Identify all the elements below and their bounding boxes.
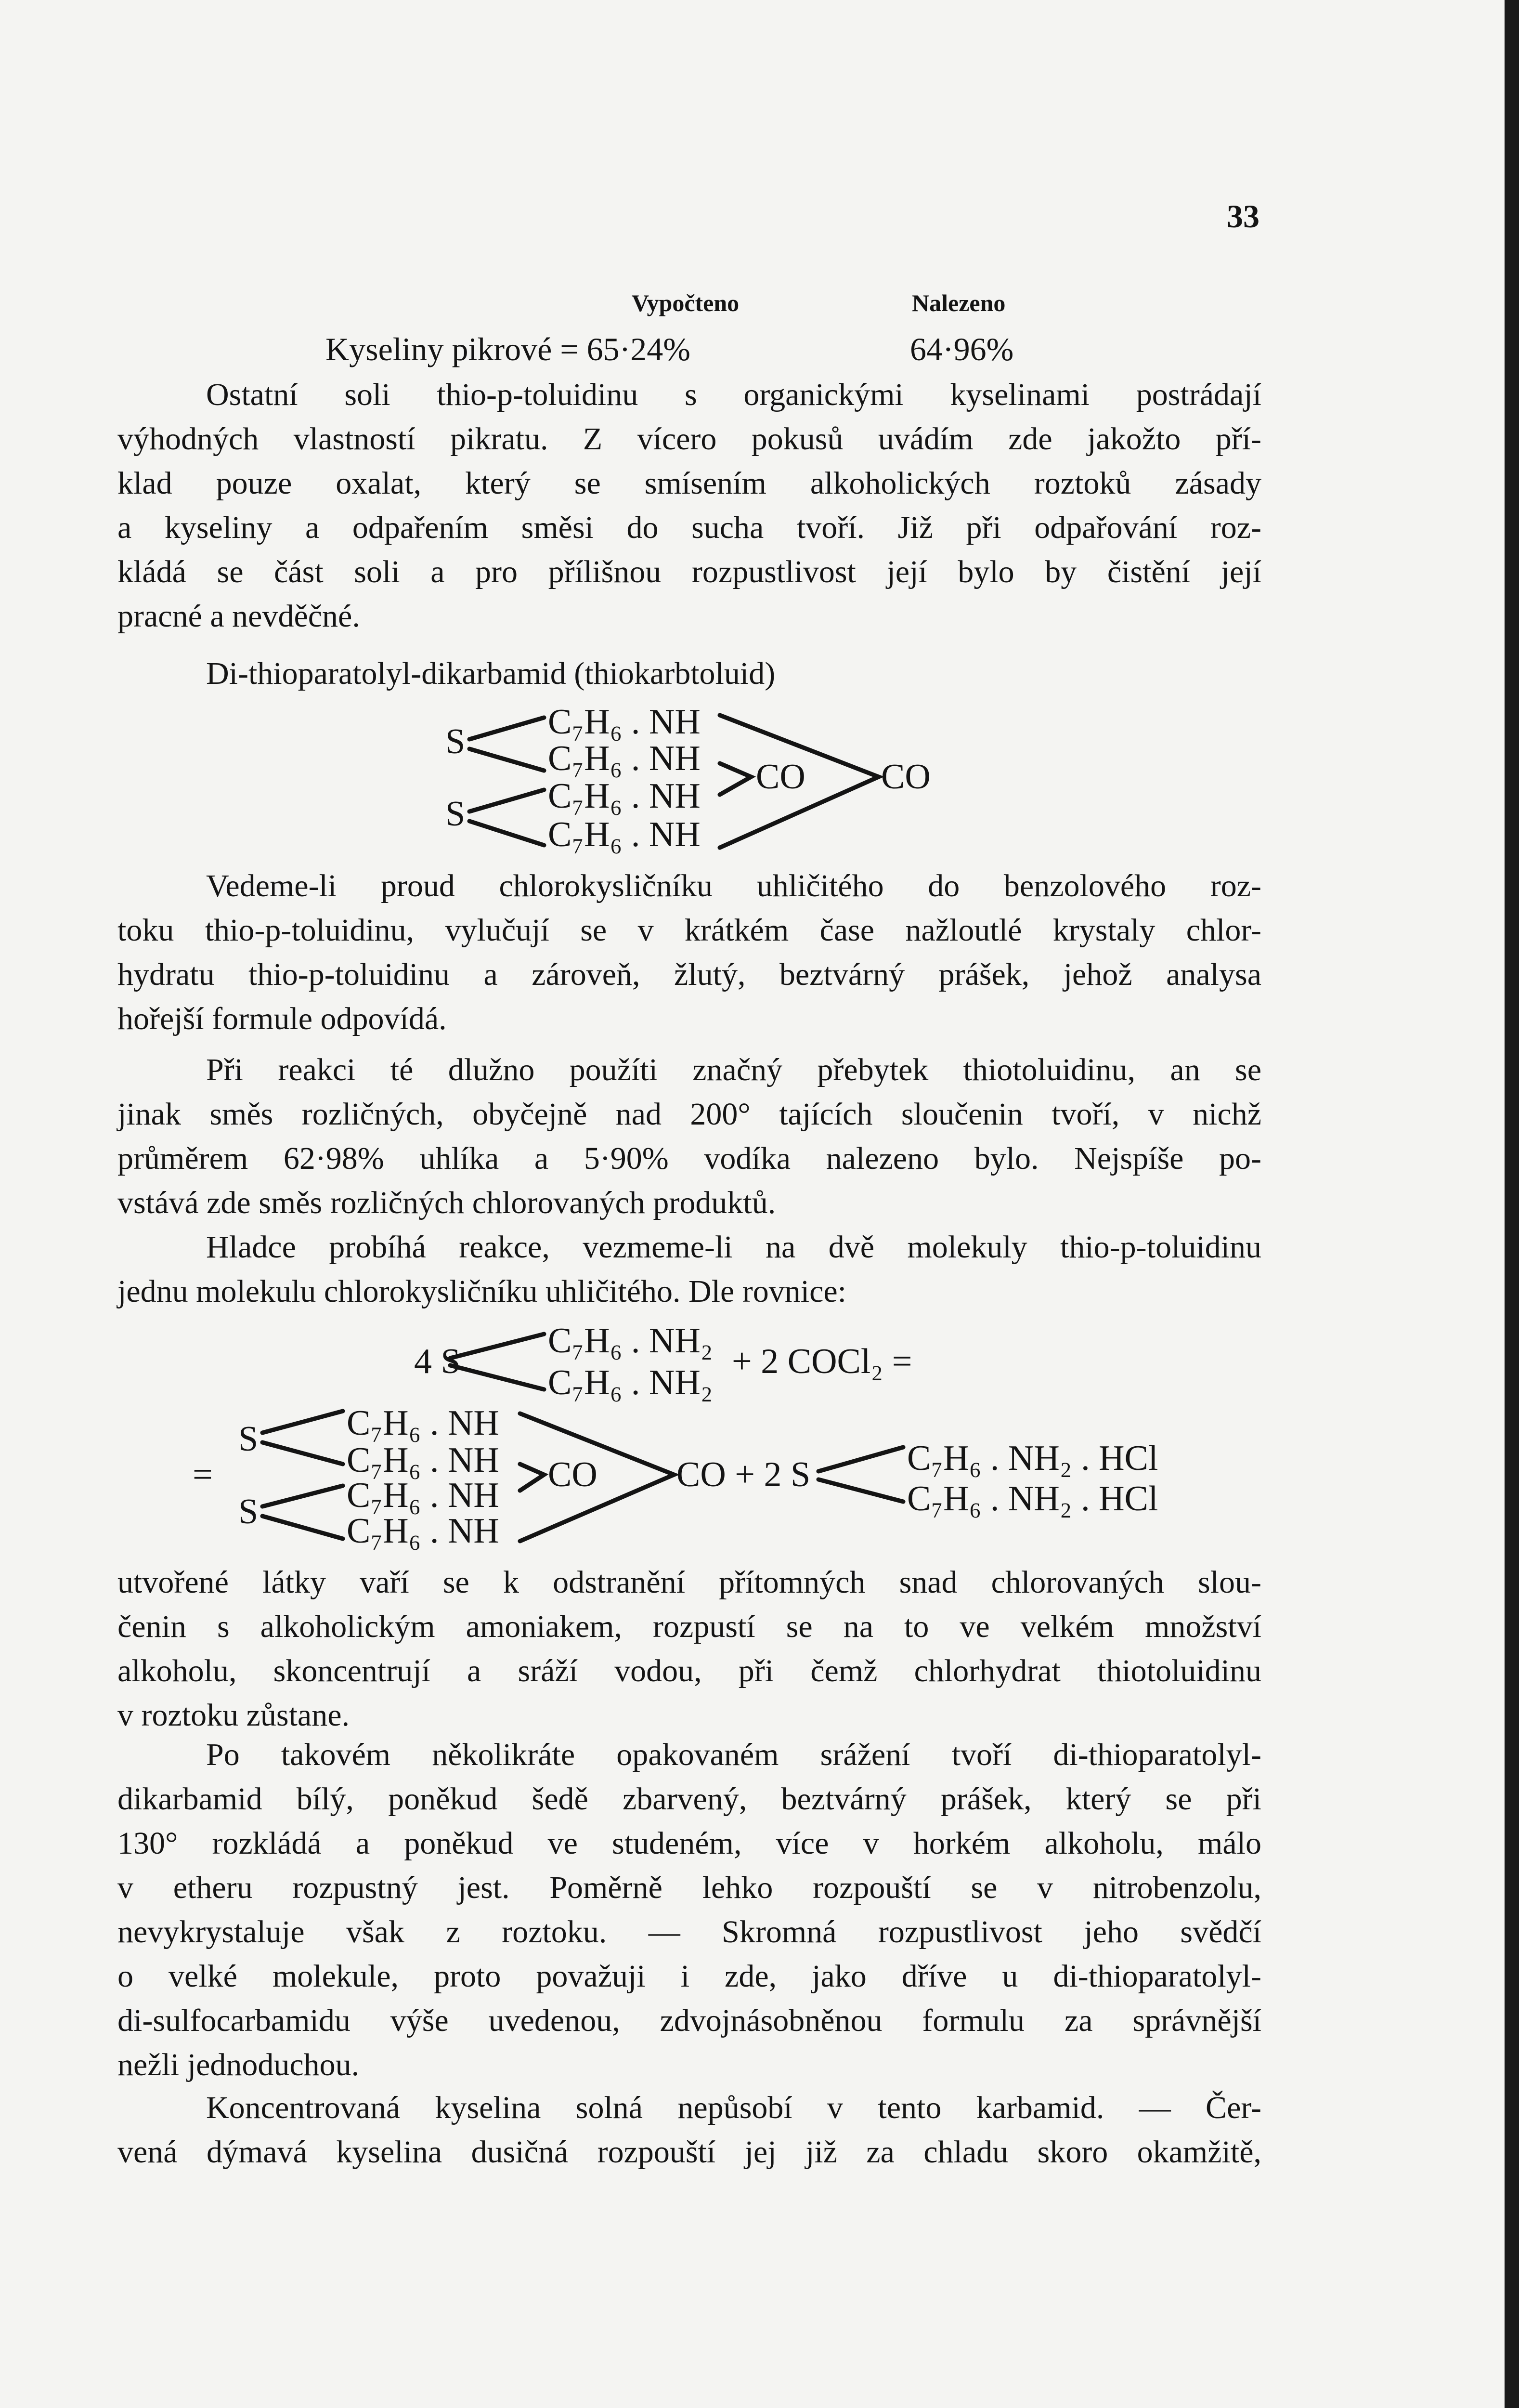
equation-reactant-row: C₇H₆ . NH₂ — [548, 1321, 713, 1361]
bond-line — [818, 1447, 903, 1502]
text-line: výhodných vlastností pikratu. Z vícero pokusů uvádím zde jakožto pří- — [117, 421, 1261, 457]
equation-equals: = — [193, 1455, 213, 1494]
text-line: průměrem 62·98% uhlíka a 5·90% vodíka nalezeno bylo. Nejspíše po- — [117, 1141, 1261, 1176]
equation-product-link: CO + 2 S — [676, 1455, 811, 1494]
formula-carbonyl: CO — [881, 757, 931, 797]
text-line: Ostatní soli thio-p-toluidinu s organickými kyselinami postrádají — [206, 377, 1261, 412]
text-line: v etheru rozpustný jest. Poměrně lehko rozpouští se v nitrobenzolu, — [117, 1870, 1261, 1905]
equation-reactant-row: C₇H₆ . NH₂ — [548, 1363, 713, 1402]
text-line: Koncentrovaná kyselina solná nepůsobí v tento karbamid. — Čer- — [206, 2090, 1261, 2125]
formula-sulfur: S — [445, 722, 466, 761]
text-line: toku thio-p-toluidinu, vylučují se v krátkém čase nažloutlé krystaly chlor- — [117, 913, 1261, 948]
bond-line — [450, 1334, 544, 1389]
text-line: o velké molekule, proto považuji i zde, jako dříve u di-thioparatolyl- — [117, 1959, 1261, 1994]
bond-line — [520, 1464, 544, 1491]
text-line: Při reakci té dlužno použíti značný přebytek thiotoluidinu, an se — [206, 1052, 1261, 1087]
bond-line — [262, 1411, 343, 1539]
text-line: nevykrystaluje však z roztoku. — Skromná rozpustlivost jeho svědčí — [117, 1914, 1261, 1950]
text-line: klad pouze oxalat, který se smísením alkoholických roztoků zásady — [117, 466, 1261, 501]
text-line: alkoholu, skoncentrují a sráží vodou, při čemž chlorhydrat thiotoluidinu — [117, 1653, 1261, 1688]
paragraph — [117, 1560, 1261, 1738]
formula-carbonyl: CO — [756, 757, 805, 797]
text-line: vená dýmavá kyselina dusičná rozpouští jej již za chladu skoro okamžitě, — [117, 2134, 1261, 2170]
text-line: Hladce probíhá reakce, vezmeme-li na dvě molekuly thio-p-toluidinu — [206, 1230, 1261, 1265]
formula-sulfur: S — [445, 794, 466, 834]
analysis-row-label: Kyseliny pikrové = 65·24% — [325, 331, 690, 367]
text-line: Vedeme-li proud chlorokysličníku uhličitého do benzolového roz- — [206, 868, 1261, 903]
text-line: Po takovém několikráte opakovaném srážení tvoří di-thioparatolyl- — [206, 1737, 1261, 1772]
text-line: čenin s alkoholickým amoniakem, rozpustí se na to ve velkém množství — [117, 1609, 1261, 1644]
formula-sulfur: S — [238, 1419, 259, 1459]
text-line: vstává zde směs rozličných chlorovaných produktů. — [117, 1185, 776, 1220]
equation-product-row: C₇H₆ . NH₂ . HCl — [907, 1479, 1158, 1518]
paragraph — [117, 2086, 1261, 2174]
formula-bond-lines — [0, 0, 963, 1551]
bond-line — [720, 763, 751, 795]
text-line: v roztoku zůstane. — [117, 1698, 350, 1733]
equation-reactant-prefix: 4 S — [414, 1342, 461, 1381]
formula-row: C₇H₆ . NH — [347, 1440, 499, 1480]
text-line: pracné a nevděčné. — [117, 599, 360, 634]
column-header-found: Nalezeno — [912, 289, 1006, 316]
text-line: hořejší formule odpovídá. — [117, 1001, 447, 1036]
text-line: 130° rozkládá a poněkud ve studeném, více v horkém alkoholu, málo — [117, 1826, 1261, 1861]
formula-row: C₇H₆ . NH — [548, 776, 701, 816]
page-number: 33 — [1227, 198, 1259, 235]
equation-product-row: C₇H₆ . NH₂ . HCl — [907, 1439, 1158, 1478]
paragraph — [117, 1733, 1261, 2087]
text-line: jinak směs rozličných, obyčejně nad 200° tajících sloučenin tvoří, v nichž — [117, 1097, 1261, 1132]
text-line: kládá se část soli a pro přílišnou rozpustlivost její bylo by čistění její — [117, 554, 1261, 589]
formula-row: C₇H₆ . NH — [347, 1476, 499, 1515]
formula-row: C₇H₆ . NH — [347, 1511, 499, 1551]
formula-row: C₇H₆ . NH — [347, 1403, 499, 1443]
formula-sulfur: S — [238, 1492, 259, 1531]
text-line: utvořené látky vaří se k odstranění přítomných snad chlorovaných slou- — [117, 1565, 1261, 1600]
formula-row: C₇H₆ . NH — [548, 702, 701, 742]
scan-edge — [1505, 0, 1519, 2408]
text-line: a kyseliny a odpařením směsi do sucha tvoří. Již při odpařování roz- — [117, 510, 1261, 545]
text-line: nežli jednoduchou. — [117, 2047, 360, 2082]
text-line: jednu molekulu chlorokysličníku uhličitého. Dle rovnice: — [117, 1274, 847, 1309]
bond-line — [469, 718, 544, 845]
formula-row: C₇H₆ . NH — [548, 739, 701, 778]
text-line: dikarbamid bílý, poněkud šedě zbarvený, beztvárný prášek, který se při — [117, 1781, 1261, 1817]
text-line: Di-thioparatolyl-dikarbamid (thiokarbtoluid) — [206, 656, 776, 691]
column-header-calculated: Vypočteno — [632, 289, 740, 316]
formula-carbonyl: CO — [548, 1455, 597, 1494]
text-line: hydratu thio-p-toluidinu a zároveň, žlutý, beztvárný prášek, jehož analysa — [117, 957, 1261, 992]
analysis-row-found: 64·96% — [910, 331, 1014, 367]
equation-reactant-suffix: + 2 COCl₂ = — [732, 1342, 912, 1381]
text-line: di-sulfocarbamidu výše uvedenou, zdvojnásobněnou formulu za správnější — [117, 2003, 1261, 2038]
formula-row: C₇H₆ . NH — [548, 815, 701, 854]
